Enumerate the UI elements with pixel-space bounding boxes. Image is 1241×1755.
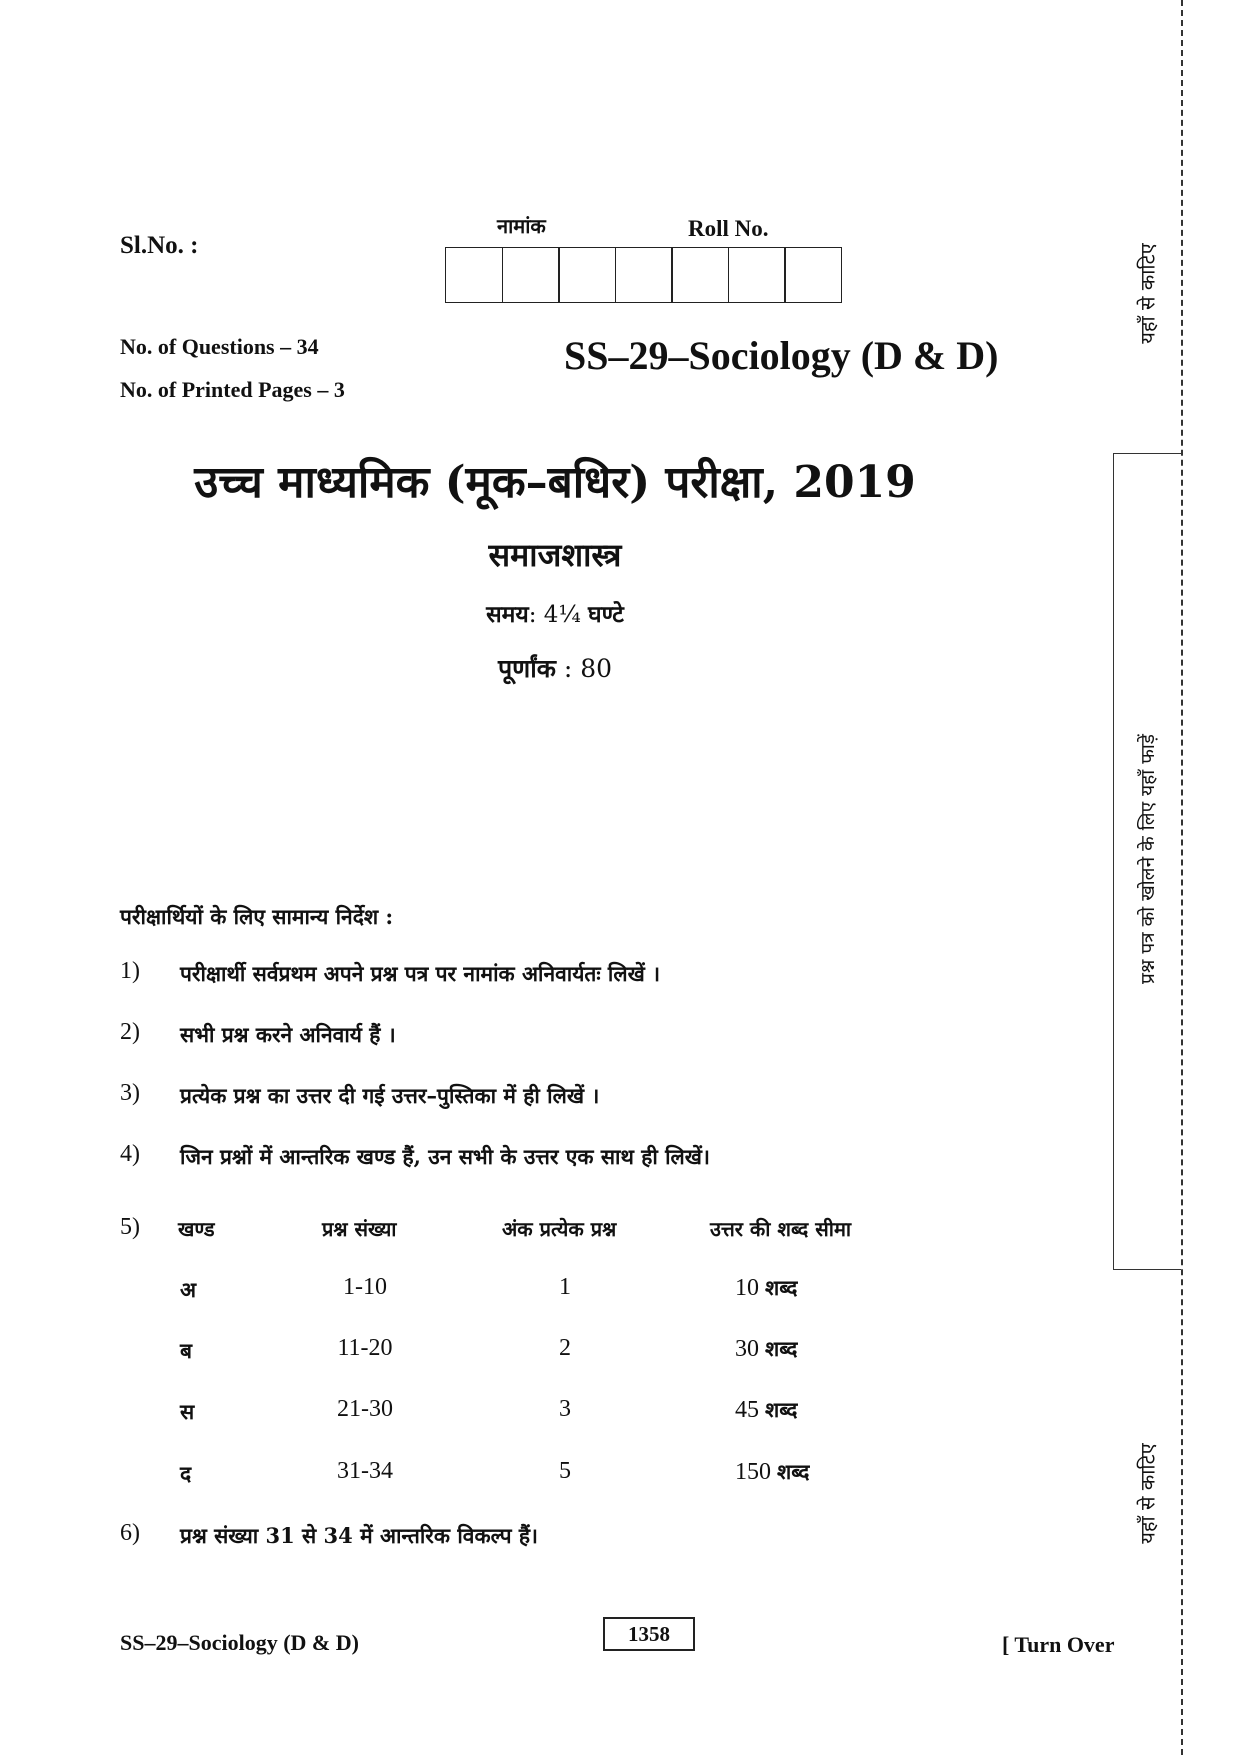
instructions-heading: परीक्षार्थियों के लिए सामान्य निर्देश : <box>120 904 394 929</box>
word-count: 45 <box>735 1397 759 1423</box>
instruction-number: 3) <box>120 1080 140 1106</box>
instruction-number: 5) <box>120 1214 140 1240</box>
word-count: 150 <box>735 1459 771 1485</box>
word-unit: शब्द <box>765 1336 798 1361</box>
footer-paper-code: SS–29–Sociology (D & D) <box>120 1630 359 1655</box>
instruction-text: प्रत्येक प्रश्न का उत्तर दी गई उत्तर–पुस्तिका में ही लिखें । <box>180 1083 600 1108</box>
table-header-marks: अंक प्रत्येक प्रश्न <box>502 1217 617 1241</box>
paper-code: SS–29–Sociology (D & D) <box>564 333 999 378</box>
time-value: : 4¼ <box>528 602 589 628</box>
instruction-number: 2) <box>120 1019 140 1045</box>
instruction-number: 4) <box>120 1141 140 1167</box>
instruction-text: प्रश्न संख्या 31 से 34 में आन्तरिक विकल्प हैं। <box>180 1523 538 1548</box>
number-of-questions: No. of Questions – 34 <box>120 334 319 359</box>
table-header-section: खण्ड <box>178 1217 215 1241</box>
table-cell-section: ब <box>180 1338 192 1363</box>
cut-here-label-bottom: यहाँ से काटिए <box>1135 1443 1160 1544</box>
table-cell-marks: 2 <box>559 1335 571 1361</box>
instruction-number: 1) <box>120 958 140 984</box>
tear-here-label: प्रश्न पत्र को खोलने के लिए यहाँ फाड़ें <box>1137 734 1159 984</box>
table-cell-marks: 5 <box>559 1458 571 1484</box>
roll-number-box[interactable] <box>615 247 673 303</box>
subject-title: समाजशास्त्र <box>488 536 622 574</box>
table-cell-marks: 3 <box>559 1396 571 1422</box>
table-cell-section: स <box>180 1399 195 1424</box>
roll-number-box[interactable] <box>445 247 503 303</box>
table-cell-words <box>735 1335 797 1363</box>
roll-number-box[interactable] <box>671 247 729 303</box>
instruction-number: 6) <box>120 1520 140 1546</box>
roll-number-label: Roll No. <box>688 216 769 241</box>
roll-number-boxes <box>445 247 842 303</box>
instruction-text: जिन प्रश्नों में आन्तरिक खण्ड हैं, उन सभी के उत्तर एक साथ ही लिखें। <box>180 1144 710 1169</box>
roll-number-box[interactable] <box>558 247 616 303</box>
serial-number-label: Sl.No. : <box>120 232 199 259</box>
roll-number-box[interactable] <box>728 247 786 303</box>
table-cell-words <box>735 1458 809 1486</box>
cut-here-label-top: यहाँ से काटिए <box>1135 243 1160 344</box>
turn-over-label: [ Turn Over <box>1002 1632 1115 1657</box>
table-cell-section: द <box>180 1461 192 1486</box>
table-cell-questions: 31-34 <box>337 1458 393 1484</box>
marks-value: : 80 <box>563 654 613 683</box>
marks-label: पूर्णांक <box>497 654 556 683</box>
maximum-marks <box>0 651 1110 685</box>
time-unit: घण्टे <box>588 601 624 628</box>
exam-title: उच्च माध्यमिक (मूक–बधिर) परीक्षा, 2019 <box>194 457 916 508</box>
time-label: समय <box>486 601 529 628</box>
number-of-pages: No. of Printed Pages – 3 <box>120 377 345 402</box>
cut-line <box>1181 0 1183 1755</box>
instruction-text: परीक्षार्थी सर्वप्रथम अपने प्रश्न पत्र पर नामांक अनिवार्यतः लिखें । <box>180 961 661 986</box>
word-unit: शब्द <box>777 1459 810 1484</box>
table-cell-questions: 11-20 <box>337 1335 393 1361</box>
table-cell-questions: 1-10 <box>343 1274 387 1300</box>
table-cell-section: अ <box>180 1277 197 1302</box>
roll-number-box[interactable] <box>502 247 560 303</box>
table-cell-questions: 21-30 <box>337 1396 393 1422</box>
table-cell-words <box>735 1274 797 1302</box>
namank-label: नामांक <box>497 214 546 238</box>
table-cell-words <box>735 1396 797 1424</box>
footer-code-box: 1358 <box>603 1617 695 1651</box>
word-unit: शब्द <box>765 1275 798 1300</box>
table-cell-marks: 1 <box>559 1274 571 1300</box>
instruction-text: सभी प्रश्न करने अनिवार्य हैं । <box>180 1022 396 1047</box>
table-header-word-limit: उत्तर की शब्द सीमा <box>710 1217 852 1241</box>
word-unit: शब्द <box>765 1397 798 1422</box>
word-count: 30 <box>735 1336 759 1362</box>
word-count: 10 <box>735 1275 759 1301</box>
table-header-questions: प्रश्न संख्या <box>322 1217 397 1241</box>
roll-number-box[interactable] <box>784 247 842 303</box>
time-allowed <box>0 597 1110 629</box>
